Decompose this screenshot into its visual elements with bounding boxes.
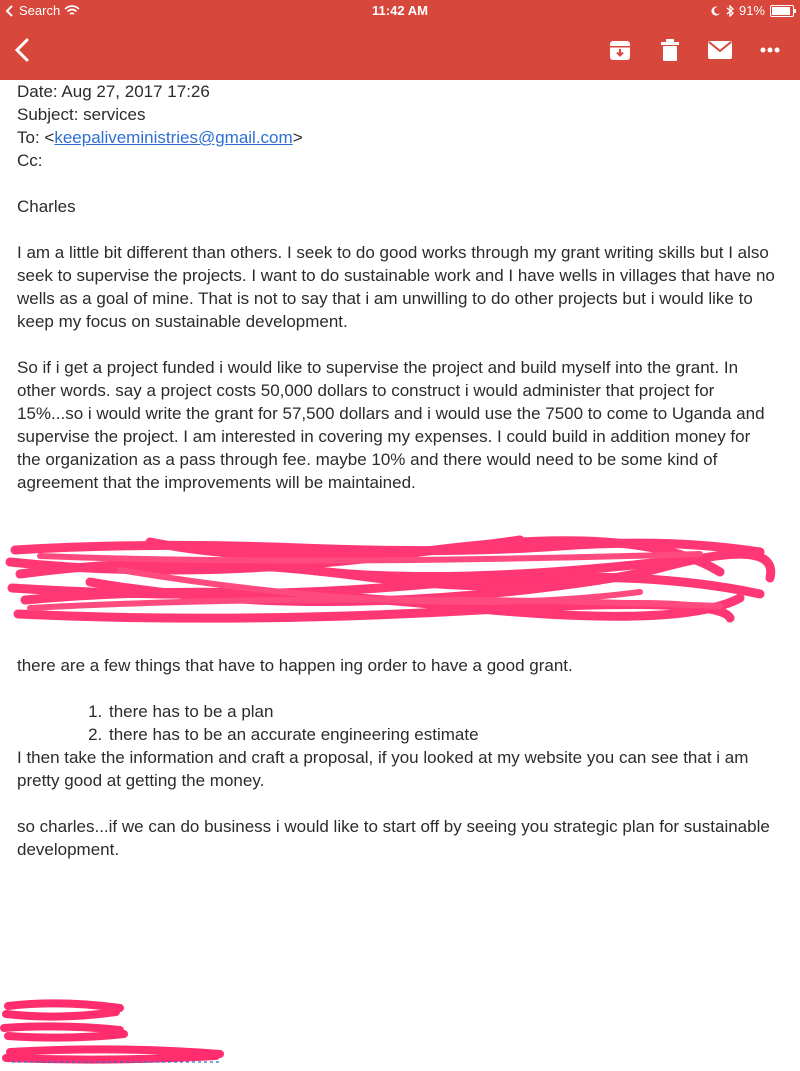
requirements-list (17, 700, 777, 746)
email-paragraph-5: so charles...if we can do business i would like to start off by seeing you strategic plan for sustainable development. (17, 817, 770, 859)
back-button[interactable] (8, 36, 36, 64)
email-to-link[interactable]: keepaliveministries@gmail.com (54, 128, 293, 147)
archive-icon (609, 39, 631, 61)
email-to-prefix: To: < (17, 128, 55, 147)
mark-unread-button[interactable] (706, 36, 734, 64)
email-paragraph-3: there are a few things that have to happen ing order to have a good grant. (17, 656, 573, 675)
list-item: 1. there has to be a plan (107, 700, 777, 723)
bluetooth-icon (726, 5, 734, 17)
redacted-signature (0, 996, 260, 1066)
app-toolbar (0, 0, 800, 80)
email-body (17, 80, 777, 861)
trash-icon (661, 39, 679, 61)
moon-icon (711, 6, 721, 16)
status-right (711, 3, 794, 18)
email-paragraph-2: So if i get a project funded i would like to supervise the project and build myself into the grant. In other words. say a project costs 50,000 dollars to construct i would administer that project for 15%...so i would write the grant for 57,500 dollars and i would use the 7500 to come to Uganda and supervise the project. I am interested in covering my expenses. I could build in addition money for the organization as a pass through fee. maybe 10% and there would need to be some kind of agreement that the improvements will be maintained. (17, 358, 765, 492)
email-greeting: Charles (17, 197, 76, 216)
more-options-button[interactable] (756, 36, 784, 64)
status-bar (0, 0, 800, 22)
redacted-paragraph (0, 532, 800, 632)
status-back-app-label: Search (19, 3, 61, 18)
mail-icon (708, 41, 732, 59)
more-icon (760, 47, 780, 53)
back-chevron-icon (12, 37, 32, 63)
email-date: Date: Aug 27, 2017 17:26 (17, 82, 210, 101)
email-to-suffix: > (292, 128, 303, 147)
battery-percent: 91% (738, 3, 765, 18)
delete-button[interactable] (656, 36, 684, 64)
email-cc: Cc: (17, 151, 43, 170)
signature-redaction-scribble (0, 996, 260, 1066)
email-subject: Subject: services (17, 105, 146, 124)
redaction-scribble (0, 532, 800, 632)
email-to (17, 126, 777, 149)
email-paragraph-4: I then take the information and craft a proposal, if you looked at my website you can see that i am pretty good at getting the money. (17, 748, 749, 790)
battery-fill (772, 7, 790, 15)
status-time: 11:42 AM (372, 3, 428, 18)
archive-button[interactable] (606, 36, 634, 64)
battery-icon (770, 5, 794, 17)
list-item: 2. there has to be an accurate engineering estimate (107, 723, 777, 746)
email-paragraph-1: I am a little bit different than others. I seek to do good works through my grant writing skills but I also seek to supervise the projects. I want to do sustainable work and I have wells in villages that have no wells as a goal of mine. That is not to say that i am unwilling to do other projects but i would like to keep my focus on sustainable development. (17, 243, 775, 331)
